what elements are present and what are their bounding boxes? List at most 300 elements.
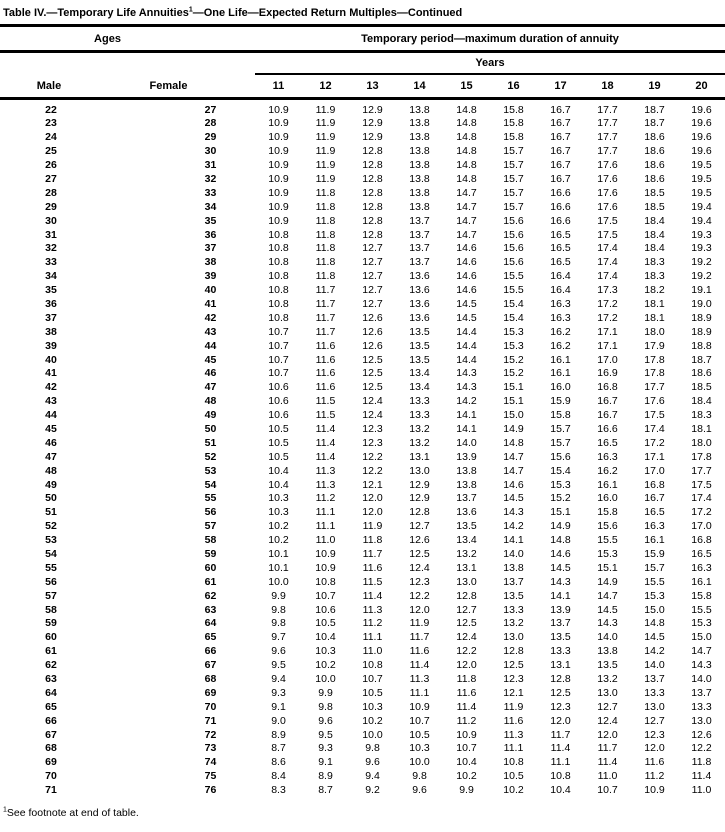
- table-row: [0, 312, 725, 326]
- multiple-cell: 13.7: [503, 575, 524, 588]
- multiple-cell: 11.9: [315, 103, 336, 116]
- multiple-cell: 10.4: [456, 756, 477, 769]
- multiple-cell: 13.3: [644, 686, 665, 699]
- multiple-cell: 17.8: [691, 450, 712, 463]
- male-age-cell: 50: [45, 492, 57, 505]
- multiple-cell: 10.1: [268, 561, 289, 574]
- multiple-cell: 16.6: [597, 422, 618, 435]
- multiple-cell: 11.3: [315, 464, 336, 477]
- multiple-cell: 8.9: [318, 770, 333, 783]
- multiple-cell: 12.9: [362, 131, 383, 144]
- multiple-cell: 12.6: [362, 325, 383, 338]
- multiple-cell: 18.4: [691, 395, 712, 408]
- year-column-header-11: 11: [272, 79, 285, 92]
- multiple-cell: 18.7: [644, 117, 665, 130]
- multiple-cell: 13.8: [409, 200, 430, 213]
- multiple-cell: 11.6: [315, 353, 336, 366]
- multiple-cell: 13.8: [409, 103, 430, 116]
- multiple-cell: 15.9: [644, 548, 665, 560]
- temporary-period-header: Temporary period—maximum duration of annuity: [361, 32, 619, 45]
- multiple-cell: 13.5: [597, 659, 618, 672]
- female-age-cell: 57: [204, 520, 217, 533]
- table-row: [0, 631, 725, 645]
- multiple-cell: 18.3: [644, 256, 665, 269]
- multiple-cell: 11.7: [315, 284, 336, 297]
- multiple-cell: 14.3: [503, 506, 524, 519]
- multiple-cell: 14.9: [550, 520, 571, 533]
- multiple-cell: 12.5: [362, 353, 383, 366]
- multiple-cell: 10.0: [268, 575, 289, 588]
- multiple-cell: 11.3: [315, 478, 336, 491]
- multiple-cell: 13.6: [409, 270, 430, 283]
- multiple-cell: 10.7: [409, 714, 430, 727]
- multiple-cell: 8.9: [271, 728, 286, 741]
- multiple-cell: 14.4: [456, 325, 477, 338]
- multiple-cell: 19.2: [691, 270, 712, 283]
- multiple-cell: 9.9: [459, 784, 474, 797]
- multiple-cell: 18.4: [644, 228, 665, 241]
- multiple-cell: 14.7: [691, 645, 712, 658]
- female-column-header: Female: [149, 79, 188, 92]
- table-row: [0, 367, 725, 381]
- multiple-cell: 12.8: [362, 214, 383, 227]
- multiple-cell: 11.4: [315, 422, 336, 435]
- table-row: [0, 242, 725, 256]
- female-age-cell: 44: [204, 339, 217, 352]
- multiple-cell: 18.4: [644, 242, 665, 255]
- multiple-cell: 8.3: [271, 784, 286, 797]
- multiple-cell: 10.2: [362, 714, 383, 727]
- multiple-cell: 12.7: [362, 284, 383, 297]
- multiple-cell: 15.7: [644, 561, 665, 574]
- multiple-cell: 19.0: [691, 297, 712, 310]
- multiple-cell: 12.8: [550, 673, 571, 686]
- female-age-cell: 73: [204, 742, 217, 755]
- multiple-cell: 19.4: [691, 214, 712, 227]
- female-age-cell: 36: [204, 228, 217, 241]
- multiple-cell: 12.8: [409, 506, 430, 519]
- multiple-cell: 10.8: [268, 270, 289, 283]
- multiple-cell: 16.5: [550, 242, 571, 255]
- multiple-cell: 14.5: [456, 311, 477, 324]
- multiple-cell: 14.3: [456, 381, 477, 394]
- multiple-cell: 9.6: [412, 784, 427, 797]
- multiple-cell: 15.0: [503, 409, 524, 422]
- male-age-cell: 47: [45, 450, 57, 463]
- multiple-cell: 19.6: [691, 117, 712, 130]
- multiple-cell: 12.9: [409, 478, 430, 491]
- multiple-cell: 14.2: [503, 520, 524, 533]
- multiple-cell: 17.7: [597, 131, 618, 144]
- table-row: [0, 423, 725, 437]
- multiple-cell: 11.9: [315, 145, 336, 158]
- table-title: [0, 0, 725, 19]
- multiple-cell: 15.1: [503, 395, 524, 408]
- multiple-cell: 15.8: [691, 589, 712, 602]
- multiple-cell: 15.8: [550, 409, 571, 422]
- multiple-cell: 16.3: [644, 520, 665, 533]
- female-age-cell: 37: [204, 242, 217, 255]
- male-age-cell: 38: [45, 325, 57, 338]
- male-age-cell: 53: [45, 534, 57, 547]
- multiple-cell: 10.8: [362, 659, 383, 672]
- multiple-cell: 14.2: [456, 395, 477, 408]
- multiple-cell: 10.2: [503, 784, 524, 797]
- multiple-cell: 9.4: [365, 770, 380, 783]
- multiple-cell: 18.0: [644, 325, 665, 338]
- table-row: [0, 395, 725, 409]
- multiple-cell: 11.7: [597, 742, 618, 755]
- female-age-cell: 69: [204, 686, 217, 699]
- multiple-cell: 10.9: [268, 117, 289, 130]
- multiple-cell: 11.3: [362, 603, 383, 616]
- multiple-cell: 12.2: [362, 450, 383, 463]
- year-column-header-17: 17: [554, 79, 567, 92]
- table-row: [0, 354, 725, 368]
- male-age-cell: 59: [45, 617, 57, 630]
- multiple-cell: 11.9: [503, 700, 524, 713]
- years-underline-row: [0, 73, 725, 75]
- multiple-cell: 13.0: [691, 714, 712, 727]
- multiple-cell: 12.8: [362, 145, 383, 158]
- male-age-cell: 66: [45, 714, 57, 727]
- multiple-cell: 9.5: [318, 728, 333, 741]
- multiple-cell: 11.6: [315, 367, 336, 380]
- multiple-cell: 12.5: [456, 617, 477, 630]
- multiple-cell: 13.7: [691, 686, 712, 699]
- table-row: [0, 562, 725, 576]
- multiple-cell: 10.9: [409, 700, 430, 713]
- table-row: [0, 229, 725, 243]
- multiple-cell: 11.9: [362, 520, 383, 533]
- multiple-cell: 10.1: [268, 548, 289, 560]
- male-age-cell: 28: [45, 186, 57, 199]
- multiple-cell: 18.6: [691, 367, 712, 380]
- female-age-cell: 70: [204, 700, 217, 713]
- multiple-cell: 11.0: [597, 770, 618, 783]
- multiple-cell: 14.1: [456, 422, 477, 435]
- multiple-cell: 10.6: [268, 409, 289, 422]
- multiple-cell: 14.6: [456, 270, 477, 283]
- table-row: [0, 534, 725, 548]
- multiple-cell: 17.4: [597, 256, 618, 269]
- multiple-cell: 16.3: [550, 297, 571, 310]
- male-age-cell: 68: [45, 742, 57, 755]
- multiple-cell: 11.2: [456, 714, 477, 727]
- multiple-cell: 9.3: [318, 742, 333, 755]
- multiple-cell: 12.7: [362, 297, 383, 310]
- multiple-cell: 12.5: [409, 548, 430, 560]
- multiple-cell: 11.9: [409, 617, 430, 630]
- male-age-cell: 56: [45, 575, 57, 588]
- multiple-cell: 10.3: [268, 492, 289, 505]
- multiple-cell: 12.2: [456, 645, 477, 658]
- multiple-cell: 16.2: [550, 339, 571, 352]
- female-age-cell: 28: [204, 117, 217, 130]
- multiple-cell: 12.0: [644, 742, 665, 755]
- multiple-cell: 12.4: [597, 714, 618, 727]
- multiple-cell: 15.4: [503, 297, 524, 310]
- multiple-cell: 11.5: [315, 395, 336, 408]
- multiple-cell: 18.5: [691, 381, 712, 394]
- multiple-cell: 15.7: [550, 422, 571, 435]
- multiple-cell: 11.4: [550, 742, 571, 755]
- female-age-cell: 47: [204, 381, 217, 394]
- multiple-cell: 16.5: [691, 548, 712, 560]
- multiple-cell: 14.7: [503, 450, 524, 463]
- male-age-cell: 48: [45, 464, 57, 477]
- multiple-cell: 12.3: [362, 422, 383, 435]
- year-column-header-14: 14: [413, 79, 426, 92]
- multiple-cell: 11.6: [362, 561, 383, 574]
- multiple-cell: 10.8: [268, 242, 289, 255]
- multiple-cell: 10.9: [456, 728, 477, 741]
- multiple-cell: 13.7: [409, 214, 430, 227]
- ages-group-header: Ages: [94, 32, 121, 45]
- multiple-cell: 11.5: [315, 409, 336, 422]
- multiple-cell: 10.3: [409, 742, 430, 755]
- multiple-cell: 17.2: [597, 311, 618, 324]
- multiple-cell: 16.7: [597, 395, 618, 408]
- table-row: [0, 784, 725, 798]
- multiple-cell: 13.7: [644, 673, 665, 686]
- multiple-cell: 11.2: [362, 617, 383, 630]
- multiple-cell: 15.8: [503, 131, 524, 144]
- multiple-cell: 13.3: [550, 645, 571, 658]
- multiple-cell: 11.0: [315, 534, 336, 547]
- multiple-cell: 13.9: [456, 450, 477, 463]
- multiple-cell: 13.5: [550, 631, 571, 644]
- multiple-cell: 11.4: [315, 436, 336, 449]
- multiple-cell: 12.0: [362, 492, 383, 505]
- multiple-cell: 11.4: [315, 450, 336, 463]
- multiple-cell: 18.5: [644, 200, 665, 213]
- multiple-cell: 15.5: [503, 284, 524, 297]
- multiple-cell: 17.6: [644, 395, 665, 408]
- multiple-cell: 13.6: [409, 297, 430, 310]
- multiple-cell: 11.8: [315, 228, 336, 241]
- multiple-cell: 17.9: [644, 339, 665, 352]
- female-age-cell: 56: [204, 506, 217, 519]
- multiple-cell: 12.8: [362, 200, 383, 213]
- multiple-cell: 17.7: [597, 103, 618, 116]
- multiple-cell: 10.5: [268, 436, 289, 449]
- male-age-cell: 61: [45, 645, 57, 658]
- female-age-cell: 74: [204, 756, 217, 769]
- multiple-cell: 14.7: [456, 228, 477, 241]
- multiple-cell: 14.3: [456, 367, 477, 380]
- multiple-cell: 17.2: [644, 436, 665, 449]
- multiple-cell: 15.6: [597, 520, 618, 533]
- multiple-cell: 13.0: [644, 700, 665, 713]
- table-row: [0, 742, 725, 756]
- multiple-cell: 12.8: [362, 159, 383, 172]
- multiple-cell: 14.3: [597, 617, 618, 630]
- table-row: [0, 340, 725, 354]
- female-age-cell: 58: [204, 534, 217, 547]
- multiple-cell: 15.1: [550, 506, 571, 519]
- female-age-cell: 67: [204, 659, 217, 672]
- table-row: [0, 381, 725, 395]
- multiple-cell: 14.4: [456, 339, 477, 352]
- male-age-cell: 24: [45, 131, 57, 144]
- multiple-cell: 9.6: [365, 756, 380, 769]
- multiple-cell: 13.8: [409, 186, 430, 199]
- female-age-cell: 29: [204, 131, 217, 144]
- male-age-cell: 52: [45, 520, 57, 533]
- multiple-cell: 10.2: [315, 659, 336, 672]
- multiple-cell: 19.6: [691, 103, 712, 116]
- multiple-cell: 8.6: [271, 756, 286, 769]
- male-age-cell: 41: [45, 367, 57, 380]
- title-prefix: Table IV.—Temporary Life Annuities: [3, 7, 189, 19]
- multiple-cell: 17.1: [644, 450, 665, 463]
- table-row: [0, 756, 725, 770]
- multiple-cell: 12.3: [550, 700, 571, 713]
- multiple-cell: 14.8: [456, 172, 477, 185]
- multiple-cell: 14.6: [550, 548, 571, 560]
- multiple-cell: 14.5: [503, 492, 524, 505]
- multiple-cell: 12.5: [362, 381, 383, 394]
- table-row: [0, 256, 725, 270]
- multiple-cell: 14.8: [456, 131, 477, 144]
- table-row: [0, 173, 725, 187]
- multiple-cell: 16.7: [550, 103, 571, 116]
- multiple-cell: 15.2: [503, 367, 524, 380]
- multiple-cell: 14.1: [503, 534, 524, 547]
- multiple-cell: 12.6: [362, 339, 383, 352]
- multiple-cell: 15.6: [550, 450, 571, 463]
- multiple-cell: 14.6: [456, 256, 477, 269]
- multiple-cell: 10.2: [268, 520, 289, 533]
- female-age-cell: 72: [204, 728, 217, 741]
- male-age-cell: 29: [45, 200, 57, 213]
- multiple-cell: 12.6: [409, 534, 430, 547]
- multiple-cell: 10.9: [644, 784, 665, 797]
- multiple-cell: 11.8: [456, 673, 477, 686]
- multiple-cell: 18.7: [691, 353, 712, 366]
- multiple-cell: 14.7: [456, 200, 477, 213]
- multiple-cell: 15.3: [550, 478, 571, 491]
- multiple-cell: 13.5: [409, 353, 430, 366]
- multiple-cell: 9.3: [271, 686, 286, 699]
- multiple-cell: 15.3: [691, 617, 712, 630]
- multiple-cell: 17.1: [597, 325, 618, 338]
- multiple-cell: 17.0: [597, 353, 618, 366]
- multiple-cell: 13.3: [409, 395, 430, 408]
- multiple-cell: 10.0: [409, 756, 430, 769]
- multiple-cell: 14.3: [550, 575, 571, 588]
- multiple-cell: 18.8: [691, 339, 712, 352]
- multiple-cell: 10.7: [268, 367, 289, 380]
- multiple-cell: 14.0: [691, 673, 712, 686]
- multiple-cell: 12.2: [691, 742, 712, 755]
- multiple-cell: 11.8: [315, 242, 336, 255]
- multiple-cell: 13.6: [456, 506, 477, 519]
- male-age-cell: 60: [45, 631, 57, 644]
- table-row: [0, 715, 725, 729]
- male-age-cell: 62: [45, 659, 57, 672]
- multiple-cell: 16.7: [550, 131, 571, 144]
- male-age-cell: 33: [45, 256, 57, 269]
- multiple-cell: 16.7: [550, 145, 571, 158]
- multiple-cell: 14.1: [550, 589, 571, 602]
- multiple-cell: 13.7: [456, 492, 477, 505]
- multiple-cell: 16.8: [597, 381, 618, 394]
- multiple-cell: 16.9: [597, 367, 618, 380]
- multiple-cell: 17.7: [644, 381, 665, 394]
- multiple-cell: 16.2: [550, 325, 571, 338]
- multiple-cell: 9.2: [365, 784, 380, 797]
- multiple-cell: 11.7: [409, 631, 430, 644]
- multiple-cell: 13.0: [503, 631, 524, 644]
- multiple-cell: 12.0: [597, 728, 618, 741]
- multiple-cell: 12.1: [362, 478, 383, 491]
- table-row: [0, 590, 725, 604]
- multiple-cell: 13.8: [409, 145, 430, 158]
- male-age-cell: 35: [45, 284, 57, 297]
- multiple-cell: 16.1: [550, 353, 571, 366]
- multiple-cell: 11.6: [503, 714, 524, 727]
- female-age-cell: 45: [204, 353, 217, 366]
- multiple-cell: 12.8: [362, 172, 383, 185]
- male-age-cell: 34: [45, 270, 57, 283]
- multiple-cell: 12.7: [362, 242, 383, 255]
- multiple-cell: 11.6: [456, 686, 477, 699]
- multiple-cell: 12.9: [362, 103, 383, 116]
- multiple-cell: 13.2: [409, 422, 430, 435]
- female-age-cell: 39: [204, 270, 217, 283]
- multiple-cell: 15.6: [503, 242, 524, 255]
- multiple-cell: 16.1: [691, 575, 712, 588]
- multiple-cell: 19.5: [691, 186, 712, 199]
- multiple-cell: 11.0: [362, 645, 383, 658]
- year-column-header-12: 12: [319, 79, 332, 92]
- female-age-cell: 41: [204, 297, 217, 310]
- multiple-cell: 10.2: [268, 534, 289, 547]
- male-age-cell: 44: [45, 409, 57, 422]
- female-age-cell: 59: [204, 548, 217, 560]
- multiple-cell: 10.5: [409, 728, 430, 741]
- multiple-cell: 11.4: [362, 589, 383, 602]
- table-row: [0, 131, 725, 145]
- multiple-cell: 19.6: [691, 145, 712, 158]
- multiple-cell: 18.6: [644, 145, 665, 158]
- multiple-cell: 15.7: [550, 436, 571, 449]
- multiple-cell: 19.3: [691, 242, 712, 255]
- multiple-cell: 17.2: [597, 297, 618, 310]
- multiple-cell: 10.7: [456, 742, 477, 755]
- table-row: [0, 298, 725, 312]
- multiple-cell: 16.5: [644, 506, 665, 519]
- years-label-row: [0, 53, 725, 73]
- multiple-cell: 12.8: [503, 645, 524, 658]
- multiple-cell: 17.3: [597, 284, 618, 297]
- multiple-cell: 16.7: [550, 159, 571, 172]
- multiple-cell: 18.3: [691, 409, 712, 422]
- table-row: [0, 548, 725, 562]
- multiple-cell: 14.8: [456, 159, 477, 172]
- multiple-cell: 15.7: [503, 172, 524, 185]
- multiple-cell: 9.8: [412, 770, 427, 783]
- multiple-cell: 9.1: [271, 700, 286, 713]
- multiple-cell: 11.9: [315, 159, 336, 172]
- multiple-cell: 10.5: [268, 450, 289, 463]
- male-age-cell: 30: [45, 214, 57, 227]
- multiple-cell: 15.7: [503, 186, 524, 199]
- table-row: [0, 479, 725, 493]
- multiple-cell: 15.4: [503, 311, 524, 324]
